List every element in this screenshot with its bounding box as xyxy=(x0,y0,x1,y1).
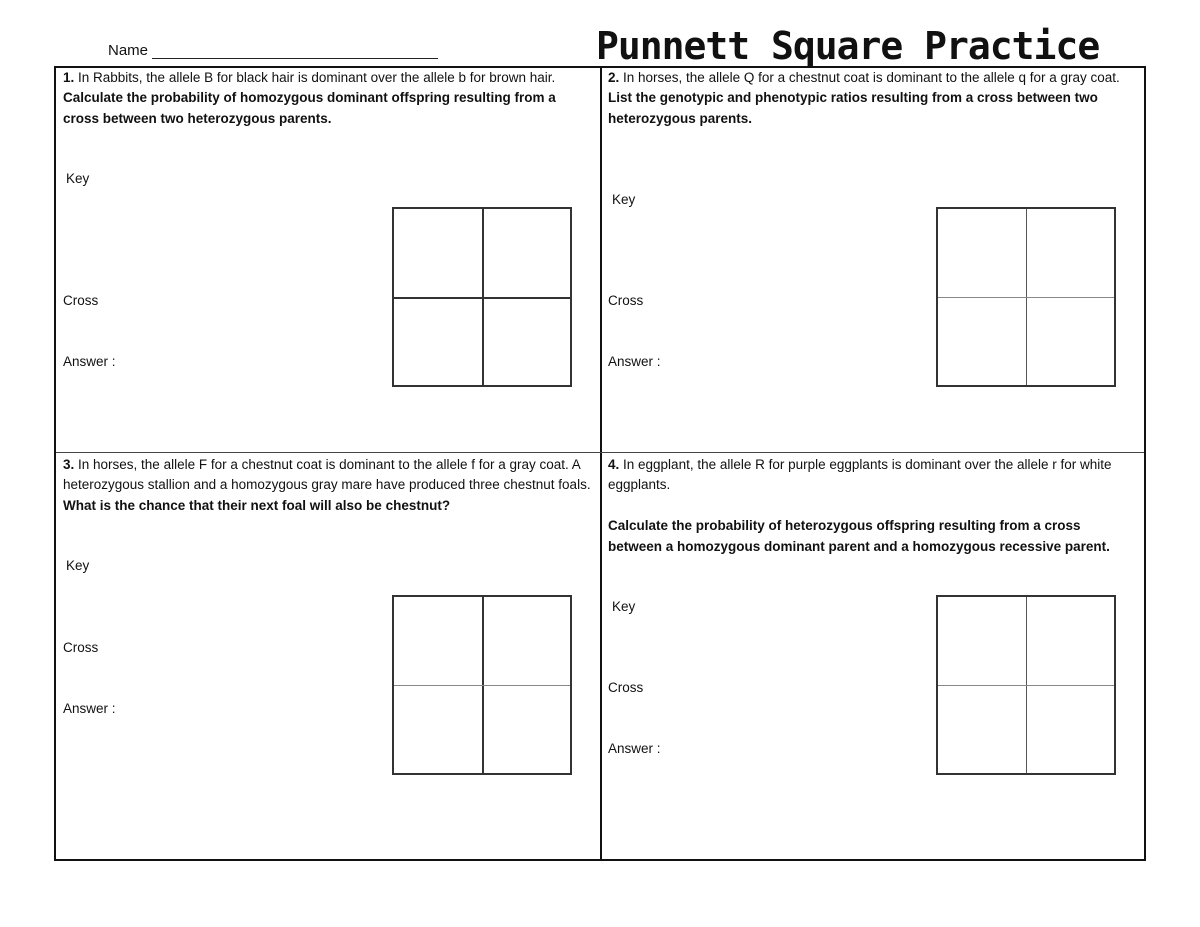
grid-vertical-divider xyxy=(600,68,602,859)
problem-1-punnett-square[interactable] xyxy=(392,207,572,387)
problem-3-question: What is the chance that their next foal will also be chestnut? xyxy=(63,497,451,513)
problem-3-statement: In horses, the allele F for a chestnut coat is dominant to the allele f for a gray coat. A heterozygous stallion and a homozygous gray mare have produced three chestnut foals. xyxy=(63,457,591,493)
problem-1-number: 1. xyxy=(63,70,75,85)
problem-2-question: List the genotypic and phenotypic ratios resulting from a cross between two heterozygous parents. xyxy=(608,90,1098,126)
problem-4-key-label: Key xyxy=(612,599,636,614)
problem-4-punnett-square[interactable] xyxy=(936,595,1116,775)
grid-horizontal-divider xyxy=(56,452,1144,453)
problem-4-cross-label: Cross xyxy=(608,680,644,695)
worksheet-grid xyxy=(54,66,1146,861)
problem-3-text xyxy=(63,455,593,516)
problem-1-statement: In Rabbits, the allele B for black hair is dominant over the allele b for brown hair. xyxy=(74,70,556,85)
problem-2-text xyxy=(608,68,1138,129)
problem-2-punnett-square[interactable] xyxy=(936,207,1116,387)
problem-4-text xyxy=(608,455,1138,557)
problem-1-question: Calculate the probability of homozygous dominant offspring resulting from a cross between two heterozygous parents. xyxy=(63,90,556,126)
problem-1-text xyxy=(63,68,593,129)
page-title: Punnett Square Practice xyxy=(596,24,1100,68)
problem-2-key-label: Key xyxy=(612,192,636,207)
problem-2-cross-label: Cross xyxy=(608,293,644,308)
name-label: Name xyxy=(108,42,149,59)
problem-1-cross-label: Cross xyxy=(63,293,99,308)
problem-2-statement: In horses, the allele Q for a chestnut coat is dominant to the allele q for a gray coat. xyxy=(619,70,1120,85)
problem-4-number: 4. xyxy=(608,457,620,472)
problem-3-cross-label: Cross xyxy=(63,640,99,655)
problem-3-answer-label: Answer : xyxy=(63,701,116,716)
problem-3-number: 3. xyxy=(63,457,75,472)
problem-4-answer-label: Answer : xyxy=(608,741,661,756)
problem-4-question: Calculate the probability of heterozygous offspring resulting from a cross between a homozygous dominant parent and a homozygous recessive parent. xyxy=(608,518,1110,554)
problem-3-punnett-square[interactable] xyxy=(392,595,572,775)
name-field[interactable] xyxy=(108,42,438,59)
problem-2-number: 2. xyxy=(608,70,620,85)
problem-2-answer-label: Answer : xyxy=(608,354,661,369)
name-blank-line[interactable] xyxy=(152,42,438,59)
problem-1-answer-label: Answer : xyxy=(63,354,116,369)
problem-3-key-label: Key xyxy=(66,558,90,573)
problem-4-statement: In eggplant, the allele R for purple eggplants is dominant over the allele r for white eggplants. xyxy=(608,457,1112,493)
problem-1-key-label: Key xyxy=(66,171,90,186)
